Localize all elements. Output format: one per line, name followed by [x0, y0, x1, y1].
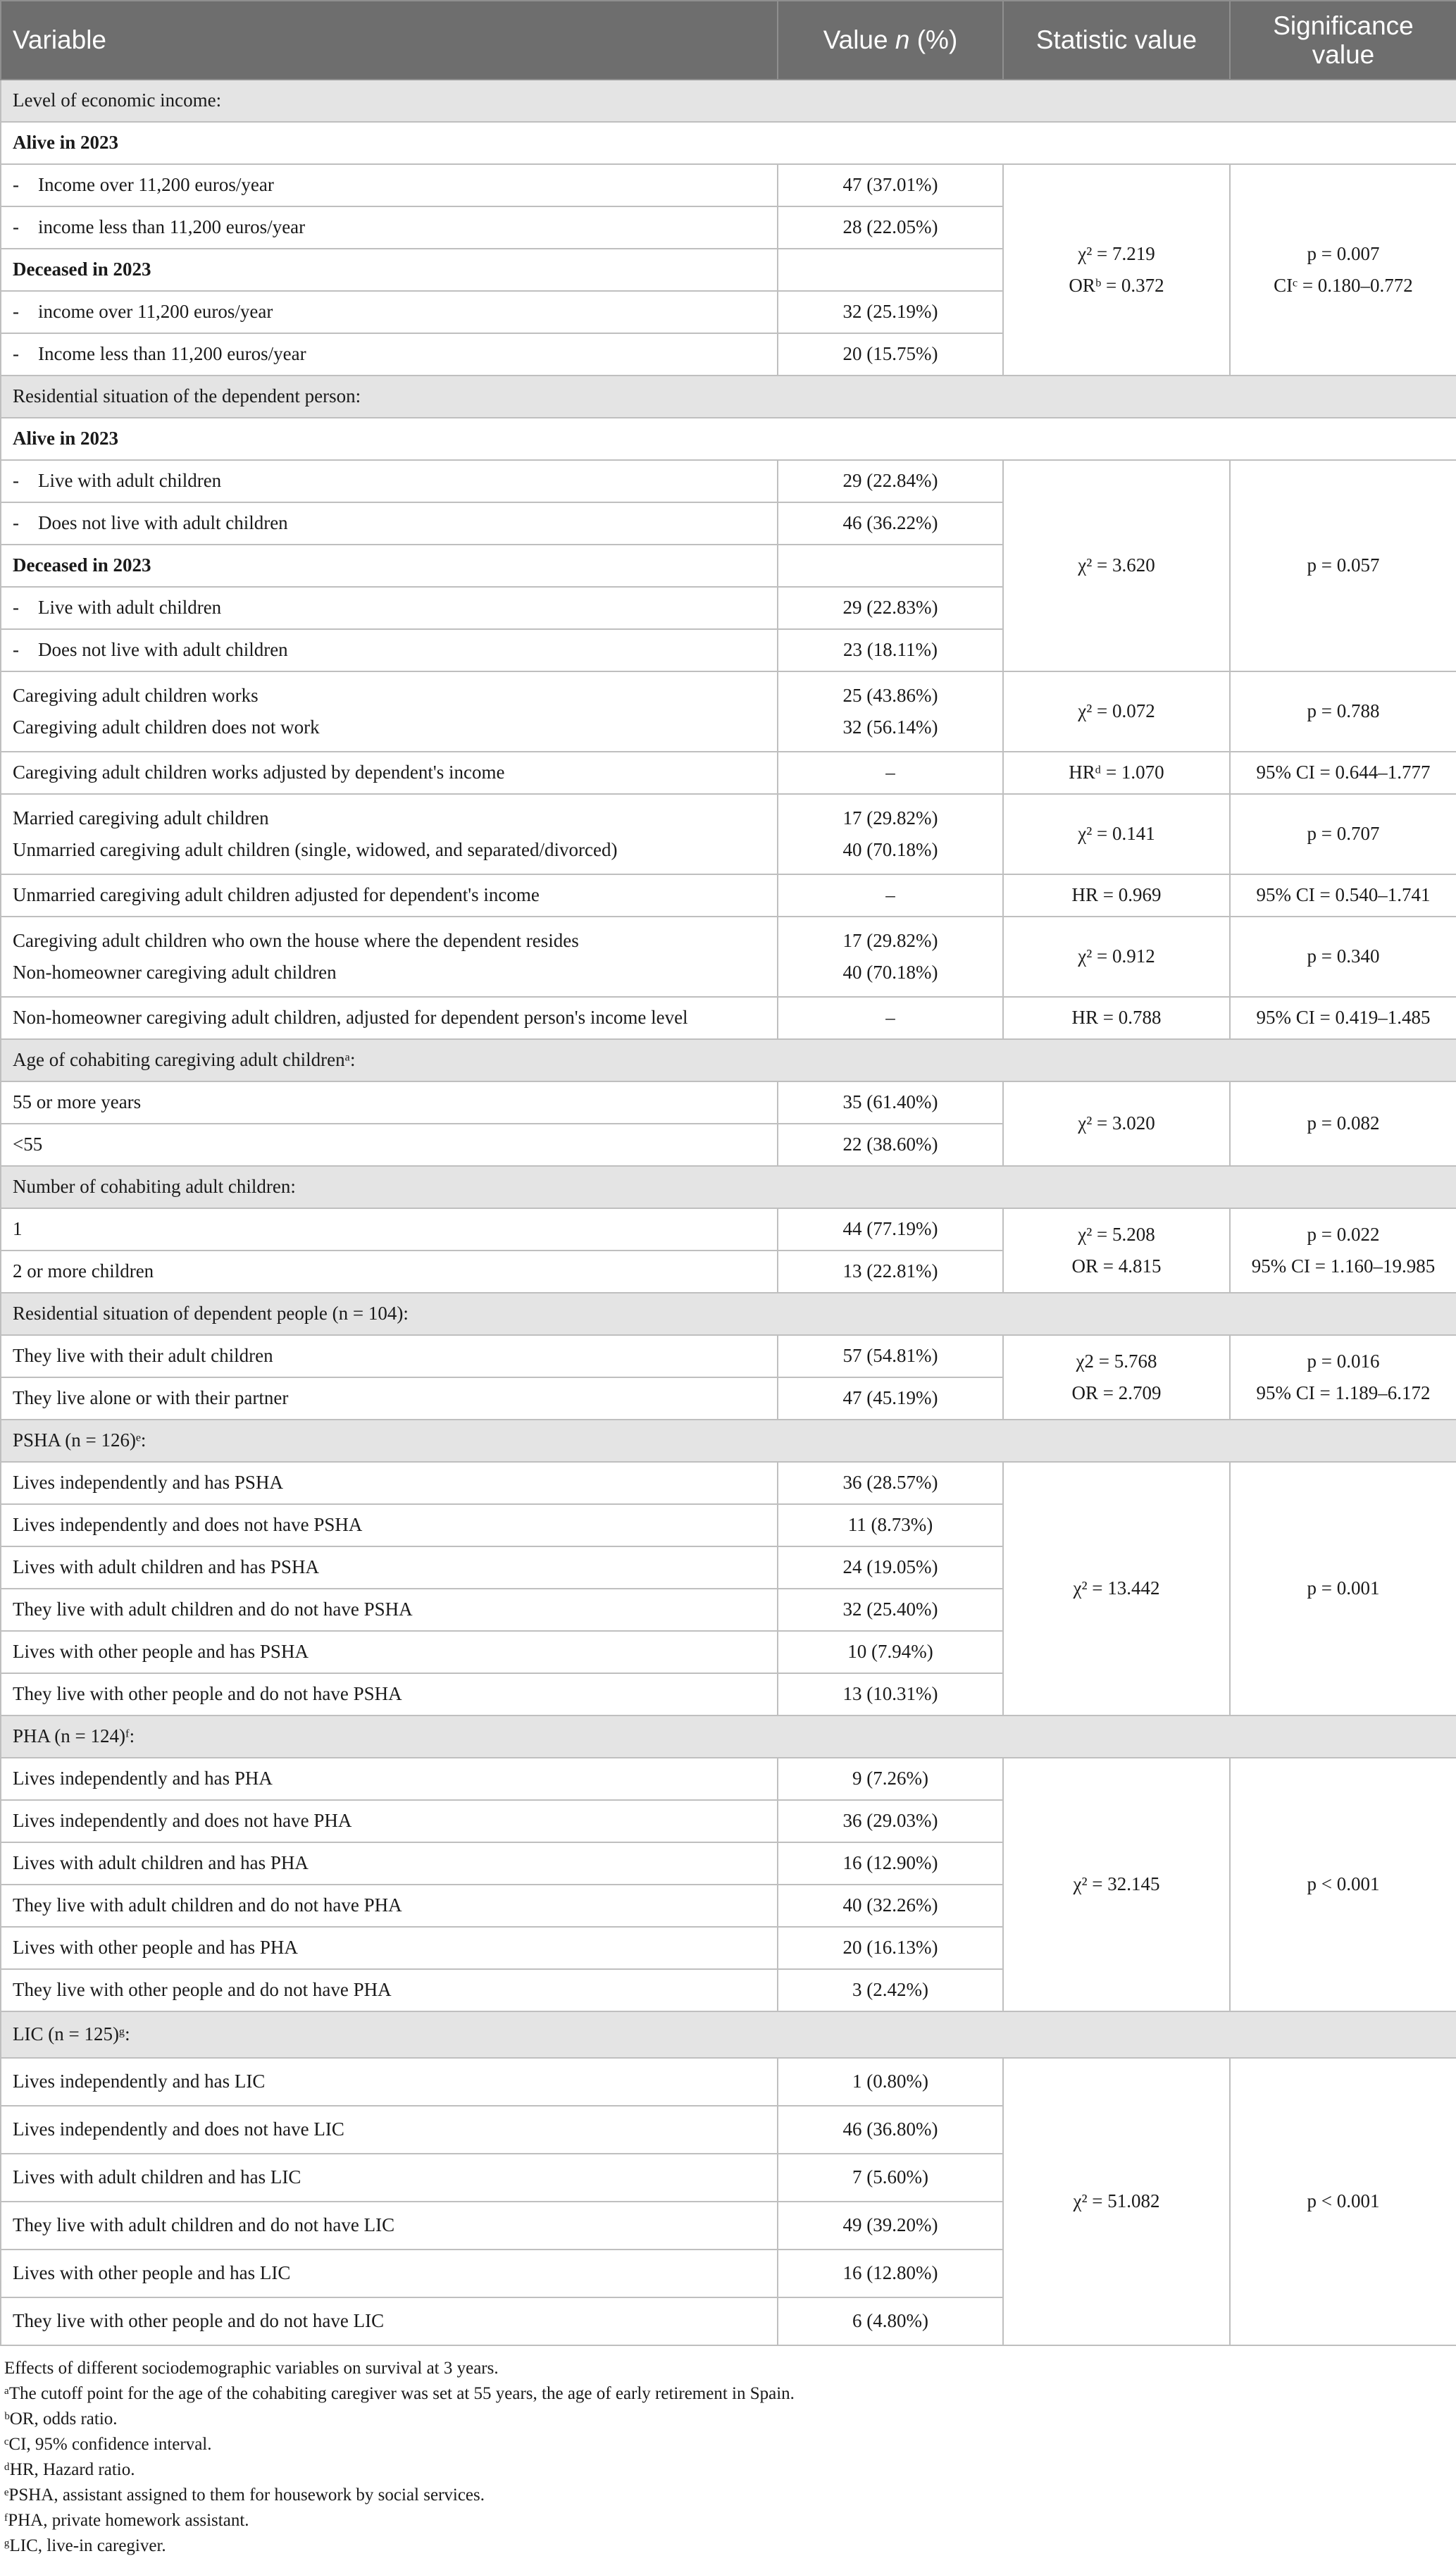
- row-label: Lives with adult children and has PHA: [1, 1842, 778, 1885]
- subheader-label: Alive in 2023: [1, 418, 1456, 460]
- statistic-cell: χ² = 13.442: [1003, 1462, 1230, 1715]
- row-value: 46 (36.22%): [778, 502, 1003, 545]
- row-value: 57 (54.81%): [778, 1335, 1003, 1377]
- significance-cell: 95% CI = 0.644–1.777: [1230, 752, 1456, 794]
- footnote-e: ᵉPSHA, assistant assigned to them for housework by social services.: [4, 2486, 485, 2505]
- subheader-label: Alive in 2023: [1, 122, 1456, 164]
- row-value: –: [778, 752, 1003, 794]
- row-value: 29 (22.84%): [778, 460, 1003, 502]
- row-value: 47 (45.19%): [778, 1377, 1003, 1420]
- significance-cell: p = 0.788: [1230, 671, 1456, 752]
- row-value: –: [778, 874, 1003, 917]
- row-value: 10 (7.94%): [778, 1631, 1003, 1673]
- table-row: [1, 1462, 1456, 1504]
- row-value: 22 (38.60%): [778, 1124, 1003, 1166]
- significance-cell: p = 0.016 95% CI = 1.189–6.172: [1230, 1335, 1456, 1420]
- row-value: 9 (7.26%): [778, 1758, 1003, 1800]
- row-value: 13 (22.81%): [778, 1251, 1003, 1293]
- table-row: [1, 2058, 1456, 2106]
- section-row: [1, 2011, 1456, 2058]
- row-value: 13 (10.31%): [778, 1673, 1003, 1715]
- row-value: 40 (32.26%): [778, 1885, 1003, 1927]
- row-value: 23 (18.11%): [778, 629, 1003, 671]
- row-value: 11 (8.73%): [778, 1504, 1003, 1546]
- row-label: They live with their adult children: [1, 1335, 778, 1377]
- row-value: 46 (36.80%): [778, 2106, 1003, 2154]
- row-label: They live with adult children and do not have PSHA: [1, 1589, 778, 1631]
- subheader-row: [1, 122, 1456, 164]
- table-row: [1, 671, 1456, 752]
- significance-cell: p = 0.340: [1230, 917, 1456, 997]
- row-label: Married caregiving adult children Unmarried caregiving adult children (single, widowed, and separated/divorced): [1, 794, 778, 874]
- statistic-cell: HR = 0.969: [1003, 874, 1230, 917]
- row-label: Lives with adult children and has PSHA: [1, 1546, 778, 1589]
- row-value: 20 (16.13%): [778, 1927, 1003, 1969]
- row-label: 55 or more years: [1, 1081, 778, 1124]
- row-label: They live with other people and do not have PHA: [1, 1969, 778, 2011]
- table-row: [1, 917, 1456, 997]
- row-label: Lives with adult children and has LIC: [1, 2154, 778, 2202]
- section-label: Residential situation of the dependent person:: [1, 376, 1456, 418]
- significance-cell: p < 0.001: [1230, 2058, 1456, 2345]
- table-row: [1, 1335, 1456, 1377]
- footnote-g: ᵍLIC, live-in caregiver.: [4, 2536, 166, 2555]
- table-row: [1, 874, 1456, 917]
- row-label: Lives independently and does not have LIC: [1, 2106, 778, 2154]
- table-row: [1, 997, 1456, 1039]
- statistic-cell: χ² = 3.020: [1003, 1081, 1230, 1166]
- row-value: 32 (25.19%): [778, 291, 1003, 333]
- row-label: Lives independently and has LIC: [1, 2058, 778, 2106]
- section-label: Level of economic income:: [1, 80, 1456, 122]
- section-row: [1, 1715, 1456, 1758]
- statistic-cell: χ² = 5.208 OR = 4.815: [1003, 1208, 1230, 1293]
- row-value: 17 (29.82%) 40 (70.18%): [778, 917, 1003, 997]
- row-value: 16 (12.90%): [778, 1842, 1003, 1885]
- section-label: Number of cohabiting adult children:: [1, 1166, 1456, 1208]
- section-label: PHA (n = 124)ᶠ:: [1, 1715, 1456, 1758]
- statistic-cell: χ² = 0.912: [1003, 917, 1230, 997]
- table-row: [1, 460, 1456, 502]
- section-row: [1, 1166, 1456, 1208]
- statistic-cell: χ² = 32.145: [1003, 1758, 1230, 2011]
- significance-cell: p = 0.082: [1230, 1081, 1456, 1166]
- table-caption: Effects of different sociodemographic variables on survival at 3 years.: [4, 2359, 499, 2378]
- header-value: Value n (%): [778, 1, 1003, 80]
- row-label: - Income over 11,200 euros/year: [1, 164, 778, 206]
- section-row: [1, 376, 1456, 418]
- row-value: 28 (22.05%): [778, 206, 1003, 249]
- row-value: –: [778, 997, 1003, 1039]
- significance-cell: p = 0.007 CIᶜ = 0.180–0.772: [1230, 164, 1456, 376]
- row-value: 17 (29.82%) 40 (70.18%): [778, 794, 1003, 874]
- table-row: [1, 794, 1456, 874]
- section-row: [1, 1420, 1456, 1462]
- section-label: Residential situation of dependent people (n = 104):: [1, 1293, 1456, 1335]
- statistic-cell: HR = 0.788: [1003, 997, 1230, 1039]
- row-label: - Does not live with adult children: [1, 502, 778, 545]
- row-label: <55: [1, 1124, 778, 1166]
- row-value: 3 (2.42%): [778, 1969, 1003, 2011]
- header-significance: Significance value: [1230, 1, 1456, 80]
- section-label: Age of cohabiting caregiving adult childrenᵃ:: [1, 1039, 1456, 1081]
- row-value: 24 (19.05%): [778, 1546, 1003, 1589]
- statistic-cell: χ² = 51.082: [1003, 2058, 1230, 2345]
- footnote-c: ᶜCI, 95% confidence interval.: [4, 2435, 212, 2454]
- statistic-cell: χ² = 3.620: [1003, 460, 1230, 671]
- footnote-f: ᶠPHA, private homework assistant.: [4, 2511, 249, 2530]
- row-value: 16 (12.80%): [778, 2250, 1003, 2297]
- row-label: Caregiving adult children who own the house where the dependent resides Non-homeowner caregiving adult children: [1, 917, 778, 997]
- row-label: - income less than 11,200 euros/year: [1, 206, 778, 249]
- section-row: [1, 1039, 1456, 1081]
- row-label: Lives independently and has PSHA: [1, 1462, 778, 1504]
- row-label: They live alone or with their partner: [1, 1377, 778, 1420]
- row-value: 36 (28.57%): [778, 1462, 1003, 1504]
- row-label: - Live with adult children: [1, 460, 778, 502]
- row-value: 6 (4.80%): [778, 2297, 1003, 2345]
- row-label: Unmarried caregiving adult children adjusted for dependent's income: [1, 874, 778, 917]
- table-row: [1, 1208, 1456, 1251]
- table-row: [1, 1081, 1456, 1124]
- row-value: 36 (29.03%): [778, 1800, 1003, 1842]
- row-label: - income over 11,200 euros/year: [1, 291, 778, 333]
- significance-cell: p < 0.001: [1230, 1758, 1456, 2011]
- footnote-a: ᵃThe cutoff point for the age of the cohabiting caregiver was set at 55 years, the age of early retirement in Spain.: [4, 2384, 795, 2403]
- row-label: Lives independently and does not have PHA: [1, 1800, 778, 1842]
- row-label: Lives with other people and has LIC: [1, 2250, 778, 2297]
- statistic-cell: χ2 = 5.768 OR = 2.709: [1003, 1335, 1230, 1420]
- subheader-label: Deceased in 2023: [1, 545, 778, 587]
- significance-cell: p = 0.057: [1230, 460, 1456, 671]
- significance-cell: p = 0.707: [1230, 794, 1456, 874]
- significance-cell: p = 0.001: [1230, 1462, 1456, 1715]
- header-variable: Variable: [1, 1, 778, 80]
- row-label: 1: [1, 1208, 778, 1251]
- row-label: They live with other people and do not have PSHA: [1, 1673, 778, 1715]
- row-value: 7 (5.60%): [778, 2154, 1003, 2202]
- row-label: - Live with adult children: [1, 587, 778, 629]
- section-label: LIC (n = 125)ᵍ:: [1, 2011, 1456, 2058]
- row-label: - Income less than 11,200 euros/year: [1, 333, 778, 376]
- statistic-cell: χ² = 7.219 ORᵇ = 0.372: [1003, 164, 1230, 376]
- table-footnotes: [0, 2346, 1456, 2559]
- row-value: 29 (22.83%): [778, 587, 1003, 629]
- row-label: Lives independently and does not have PSHA: [1, 1504, 778, 1546]
- row-label: - Does not live with adult children: [1, 629, 778, 671]
- row-label: 2 or more children: [1, 1251, 778, 1293]
- table-row: [1, 164, 1456, 206]
- subheader-label: Deceased in 2023: [1, 249, 778, 291]
- statistic-cell: HRᵈ = 1.070: [1003, 752, 1230, 794]
- row-value: 35 (61.40%): [778, 1081, 1003, 1124]
- row-label: They live with adult children and do not have PHA: [1, 1885, 778, 1927]
- row-label: Non-homeowner caregiving adult children, adjusted for dependent person's income level: [1, 997, 778, 1039]
- row-value: 25 (43.86%) 32 (56.14%): [778, 671, 1003, 752]
- row-value: 47 (37.01%): [778, 164, 1003, 206]
- statistic-cell: χ² = 0.141: [1003, 794, 1230, 874]
- row-value: 1 (0.80%): [778, 2058, 1003, 2106]
- significance-cell: p = 0.022 95% CI = 1.160–19.985: [1230, 1208, 1456, 1293]
- statistic-cell: χ² = 0.072: [1003, 671, 1230, 752]
- footnote-b: ᵇOR, odds ratio.: [4, 2409, 118, 2428]
- significance-cell: 95% CI = 0.419–1.485: [1230, 997, 1456, 1039]
- row-value: 20 (15.75%): [778, 333, 1003, 376]
- subheader-row: [1, 418, 1456, 460]
- row-label: They live with adult children and do not have LIC: [1, 2202, 778, 2250]
- section-row: [1, 1293, 1456, 1335]
- header-statistic: Statistic value: [1003, 1, 1230, 80]
- row-label: They live with other people and do not have LIC: [1, 2297, 778, 2345]
- row-label: Caregiving adult children works adjusted by dependent's income: [1, 752, 778, 794]
- significance-cell: 95% CI = 0.540–1.741: [1230, 874, 1456, 917]
- row-value: 49 (39.20%): [778, 2202, 1003, 2250]
- section-label: PSHA (n = 126)ᵉ:: [1, 1420, 1456, 1462]
- table-row: [1, 1758, 1456, 1800]
- row-label: Lives independently and has PHA: [1, 1758, 778, 1800]
- table-header-row: [1, 1, 1456, 80]
- row-label: Lives with other people and has PHA: [1, 1927, 778, 1969]
- footnote-d: ᵈHR, Hazard ratio.: [4, 2460, 135, 2479]
- table-row: [1, 752, 1456, 794]
- row-label: Lives with other people and has PSHA: [1, 1631, 778, 1673]
- row-value: 32 (25.40%): [778, 1589, 1003, 1631]
- row-value: 44 (77.19%): [778, 1208, 1003, 1251]
- section-row: [1, 80, 1456, 122]
- row-label: Caregiving adult children works Caregiving adult children does not work: [1, 671, 778, 752]
